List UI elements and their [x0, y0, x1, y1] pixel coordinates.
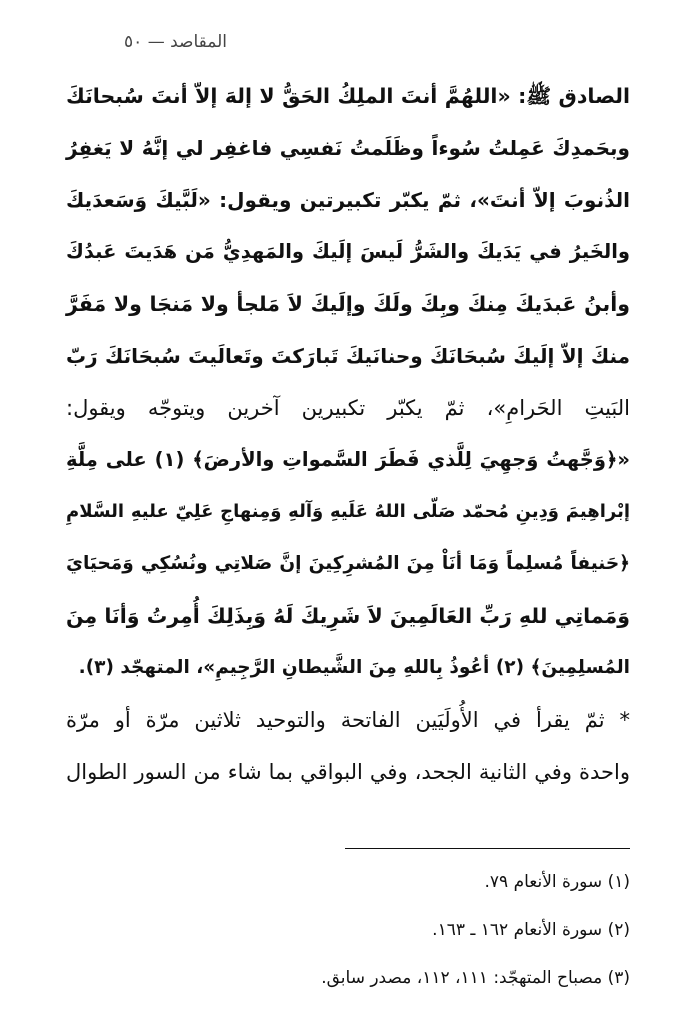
text-line-10: ﴿حَنيفاً مُسلِماً وَمَا أنَاْ مِنَ المُشرِكِينَ إنَّ صَلاتِي ونُسُكِي وَمَحيَايَ [66, 553, 630, 574]
text-line-13: * ثمّ يقرأ في الأُولَيَين الفاتحة والتوحيد ثلاثين مرّة أو مرّة [66, 708, 630, 732]
text-line-1: الصادق ﷺ: «اللهُمَّ أنتَ الملِكُ الحَقُّ لا إلهَ إلاّ أنتَ سُبحانَكَ [66, 84, 630, 108]
text-line-5: وأبنُ عَبدَيكَ مِنكَ وبِكَ ولَكَ وإلَيكَ لاَ مَلجأ ولا مَنجَا ولا مَفَرَّ [66, 292, 630, 316]
footnote-1: (١) سورة الأنعام ٧٩. [484, 872, 630, 892]
footnote-divider [345, 848, 630, 849]
text-line-3: الذُنوبَ إلاّ أنتَ»، ثمّ يكبّر تكبيرتين ويقول: «لَبَّيكَ وَسَعدَيكَ [66, 188, 630, 212]
text-line-4: والخَيرُ في يَدَيكَ والشَرُّ لَيسَ إلَيكَ والمَهدِيُّ مَن هَدَيتَ عَبدُكَ [66, 240, 630, 263]
footnote-3: (٣) مصباح المتهجّد: ١١١، ١١٢، مصدر سابق. [321, 968, 630, 988]
running-header [0, 32, 692, 56]
text-line-6: منكَ إلاّ إلَيكَ سُبحَانَكَ وحنانَيكَ تَبارَكتَ وتَعالَيتَ سُبحَانَكَ رَبّ [66, 344, 630, 368]
text-line-11: وَمَماتِي للهِ رَبِّ العَالَمِينَ لاَ شَرِيكَ لَهُ وَبِذَلِكَ أُمِرتُ وَأنَا مِنَ [66, 604, 630, 628]
text-line-12: المُسلِمِينَ﴾ (٢) أعُوذُ بِاللهِ مِنَ الشَّيطانِ الرَّجِيمِ»، المتهجّد (٣). [78, 657, 630, 678]
main-text [66, 70, 630, 798]
text-line-14: واحدة وفي الثانية الجحد، وفي البواقي بما شاء من السور الطوال [66, 760, 630, 784]
running-title: المقاصد — ٥٠ [124, 32, 227, 52]
text-line-7: البَيتِ الحَرامِ»، ثمّ يكبّر تكبيرين آخرين ويتوجّه ويقول: [66, 396, 630, 420]
footnote-2: (٢) سورة الأنعام ١٦٢ ـ ١٦٣. [432, 920, 630, 940]
text-line-8: «﴿وَجَّهتُ وَجهِيَ لِلَّذي فَطَرَ السَّمواتِ والأرضَ﴾ (١) على مِلَّةِ [66, 448, 630, 471]
footnotes [70, 858, 630, 1002]
text-line-9: إبْراهِيمَ وَدِينِ مُحمّد صَلّى اللهُ عَلَيهِ وَآلهِ وَمِنهاجِ عَلِيّ عليهِ السَّلامِ [66, 501, 630, 522]
text-line-2: وبحَمدِكَ عَمِلتُ سُوءاً وظَلَمتُ نَفسِي فاغفِر لي إنَّهُ لا يَغفِرُ [66, 136, 630, 160]
